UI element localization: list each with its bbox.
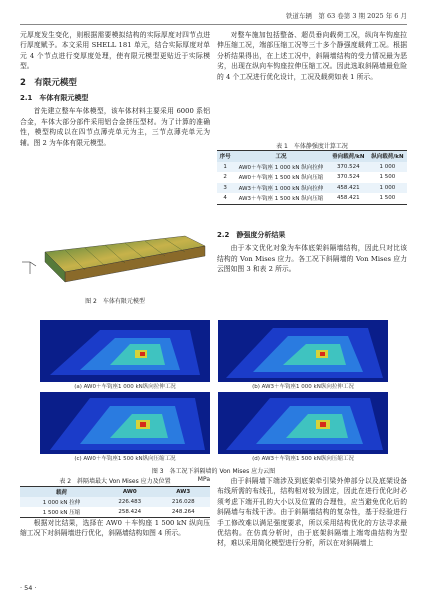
table-caption (20, 476, 210, 485)
stress-contour-image-c (40, 392, 210, 454)
subsection-heading: 2.1 车体有限元模型 (20, 94, 89, 103)
table-cell: 248.264 (157, 507, 210, 518)
table-row (217, 183, 407, 194)
stress-contour-image-d (218, 392, 388, 454)
column-header: 垂向载荷/kN (329, 151, 368, 162)
paragraph: 由于本文优化对象为车体底架斜隔墙结构，因此只对比该结构的 Von Mises 应力。各工况下斜隔墙的 Von Mises 应力云图如图 3 和表 2 所示。 (217, 244, 407, 274)
table-cell: 4 (217, 193, 233, 204)
table-cell: AW0＋车钩座 1 500 kN 纵向压缩 (238, 175, 324, 182)
table-cell: 1 500 (379, 174, 396, 181)
column-header: AW3 (157, 487, 210, 498)
stress-contour-image-b (218, 320, 388, 382)
table-row (20, 507, 210, 518)
table-cell: AW3＋车钩座 1 500 kN 纵向压缩 (233, 193, 329, 204)
stress-contour-figure (40, 320, 388, 462)
column-header: 载荷 (20, 487, 103, 498)
table-cell: 226.483 (103, 497, 156, 507)
table-cell: 1 000 kN 拉伸 (20, 497, 103, 507)
figure-caption: 图 2 车体有限元模型 (85, 298, 145, 305)
table-cell: 370.524 (336, 163, 360, 170)
figure-caption: 图 3 各工况下斜隔墙的 Von Mises 应力云图 (151, 468, 276, 475)
right-column-top (217, 30, 407, 82)
table-cell: 1 000 (379, 163, 396, 170)
table-cell: 3 (223, 184, 227, 191)
table-row (217, 193, 407, 204)
max-stress-table (20, 486, 210, 518)
table-cell: 1 500 (368, 193, 407, 204)
section-heading: 2 有限元模型 (20, 77, 77, 88)
table-row (20, 497, 210, 507)
column-header: AW0 (103, 487, 156, 498)
subfigure-caption: (d) AW3＋车钩座1 500 kN纵向压缩工况 (252, 456, 354, 462)
table-caption: 表 1 车体静强度计算工况 (276, 143, 348, 150)
fe-model-figure (20, 232, 210, 288)
paragraph: 根据对比结果，选择在 AW0 ＋车钩座 1 500 kN 纵向压缩工况下对斜隔墙进行优化，斜隔墙结构如图 4 所示。 (20, 519, 210, 538)
column-header: 纵向载荷/kN (368, 151, 407, 162)
table-cell: 370.524 (336, 174, 360, 181)
column-header: 工况 (233, 151, 329, 162)
paragraph: 首先建立整车车体模型，该车体材料主要采用 6000 系铝合金，车体大部分部件采用铝合金挤压型材。为了计算的准确性，模型构成以在四节点薄壳单元为主，三节点薄壳单元为辅。图 2 为车体有限元模型。 (20, 107, 210, 147)
column-header: 序号 (217, 151, 233, 162)
table-cell: 2 (223, 174, 227, 181)
table-cell: AW0＋车钩座 1 000 kN 纵向拉伸 (238, 164, 324, 171)
table-cell: 1 (223, 163, 227, 170)
right-column-bottom (217, 476, 407, 549)
table-row (217, 162, 407, 173)
paragraph: 对整车施加包括整备、超员垂向载荷工况，纵向车钩座拉伸压缩工况，端部压缩工况等三十多个静强度载荷工况。根据分析结果得出，在上述工况中，斜隔墙结构的受力情况最为恶劣，出现在纵向车钩座拉伸压缩工况。因此选取斜隔墙最危险的 4 个工况进行优化设计，工况及载荷如表 1 所示。 (217, 31, 407, 81)
subsection-heading: 2.2 静强度分析结果 (217, 231, 286, 239)
table-cell: 1 500 kN 压缩 (20, 507, 103, 518)
left-column-top (20, 30, 210, 148)
stress-contour-image-a (40, 320, 210, 382)
table-cell: 458.421 (336, 184, 360, 191)
table-cell: 1 000 (379, 184, 396, 191)
table-cell: 258.424 (103, 507, 156, 518)
table-caption-text: 表 2 斜隔墙最大 Von Mises 应力及位置 (59, 478, 171, 485)
axis-triad-icon (22, 262, 36, 274)
table-cell: AW3＋车钩座 1 000 kN 纵向拉伸 (238, 185, 324, 192)
subfigure-caption: (b) AW3＋车钩座1 000 kN纵向拉伸工况 (252, 384, 354, 390)
subfigure-caption: (a) AW0＋车钩座1 000 kN纵向拉伸工况 (74, 384, 176, 390)
table-cell: 216.028 (157, 497, 210, 507)
paragraph: 元厚度发生变化，则根据需要模拟结构的实际厚度对四节点进行厚度赋予。本文采用 SHELL 181 单元，结合实际厚度对单元 4 个节点进行变厚度处理，使有限元模型更贴近于实际模型。 (20, 31, 210, 71)
load-case-table (217, 150, 407, 205)
subfigure-caption: (c) AW0＋车钩座1 500 kN纵向压缩工况 (74, 456, 176, 462)
car-body-model-image (20, 232, 210, 288)
running-header: 铁道车辆 第 63 卷第 3 期 2025 年 6 月 (20, 8, 407, 25)
table-row (217, 172, 407, 183)
page-number: · 54 · (20, 584, 37, 592)
table-cell: 458.421 (329, 193, 368, 204)
left-column-bottom (20, 518, 210, 539)
right-column-mid (217, 226, 407, 275)
paragraph: 由于斜隔墙下端涉及到底架牵引梁外伸部分以及底架设备布线所需的布线孔，结构相对较为固定，因此在进行优化时必须考虑下端开孔的大小以及位置的合理性，应当避免优化后的斜隔墙与布线干涉。由于斜隔墙结构的复杂性，基于经验进行手工修改难以满足强度要求，所以采用结构优化的方法寻求最优结构。在仿真分析时，由于底架斜隔墙上端弯曲结构为型材，难以采用简化模型进行分析，所以在对斜隔墙上 (217, 477, 407, 548)
table-unit: MPa (197, 476, 210, 483)
